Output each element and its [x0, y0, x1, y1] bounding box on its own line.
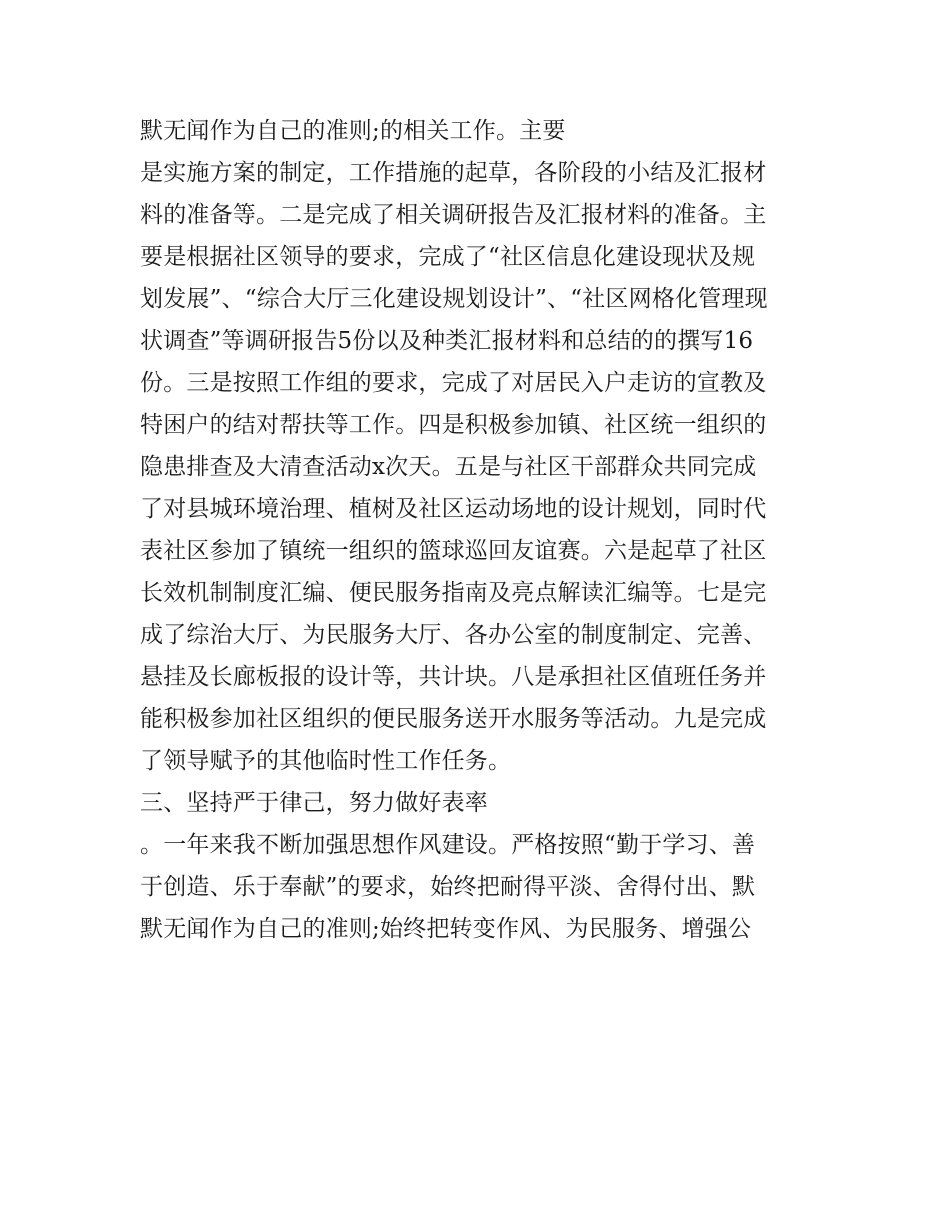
text-line: 默无闻作为自己的准则;始终把转变作风、为民服务、增强公 [140, 916, 752, 942]
text-line: 状调查”等调研报告5份以及种类汇报材料和总结的的撰写16 [140, 328, 754, 354]
text-line: 于创造、乐于奉献”的要求，始终把耐得平淡、舍得付出、默 [140, 874, 756, 900]
text-line: 悬挂及长廊板报的设计等，共计块。八是承担社区值班任务并 [140, 664, 767, 690]
text-line: 表社区参加了镇统一组织的篮球巡回友谊赛。六是起草了社区 [140, 538, 767, 564]
text-line: 能积极参加社区组织的便民服务送开水服务等活动。九是完成 [140, 706, 767, 732]
text-line: 。一年来我不断加强思想作风建设。严格按照“勤于学习、善 [140, 832, 756, 858]
text-line: 特困户的结对帮扶等工作。四是积极参加镇、社区统一组织的 [140, 412, 767, 438]
document-body [140, 110, 820, 950]
text-line: 划发展”、“综合大厅三化建设规划设计”、“社区网格化管理现 [140, 286, 768, 312]
text-line: 成了综治大厅、为民服务大厅、各办公室的制度制定、完善、 [140, 622, 767, 648]
text-line: 隐患排查及大清查活动x次天。五是与社区干部群众共同完成 [140, 454, 757, 480]
text-line: 要是根据社区领导的要求，完成了“社区信息化建设现状及规 [140, 244, 756, 270]
section-heading: 三、坚持严于律己，努力做好表率 [140, 790, 488, 816]
text-line: 是实施方案的制定，工作措施的起草，各阶段的小结及汇报材 [140, 160, 767, 186]
text-line: 长效机制制度汇编、便民服务指南及亮点解读汇编等。七是完 [140, 580, 767, 606]
text-line: 了对县城环境治理、植树及社区运动场地的设计规划，同时代 [140, 496, 767, 522]
text-line: 料的准备等。二是完成了相关调研报告及汇报材料的准备。主 [140, 202, 767, 228]
text-line: 份。三是按照工作组的要求，完成了对居民入户走访的宣教及 [140, 370, 767, 396]
text-line: 默无闻作为自己的准则;的相关工作。主要 [140, 118, 566, 144]
text-line: 了领导赋予的其他临时性工作任务。 [140, 748, 512, 774]
